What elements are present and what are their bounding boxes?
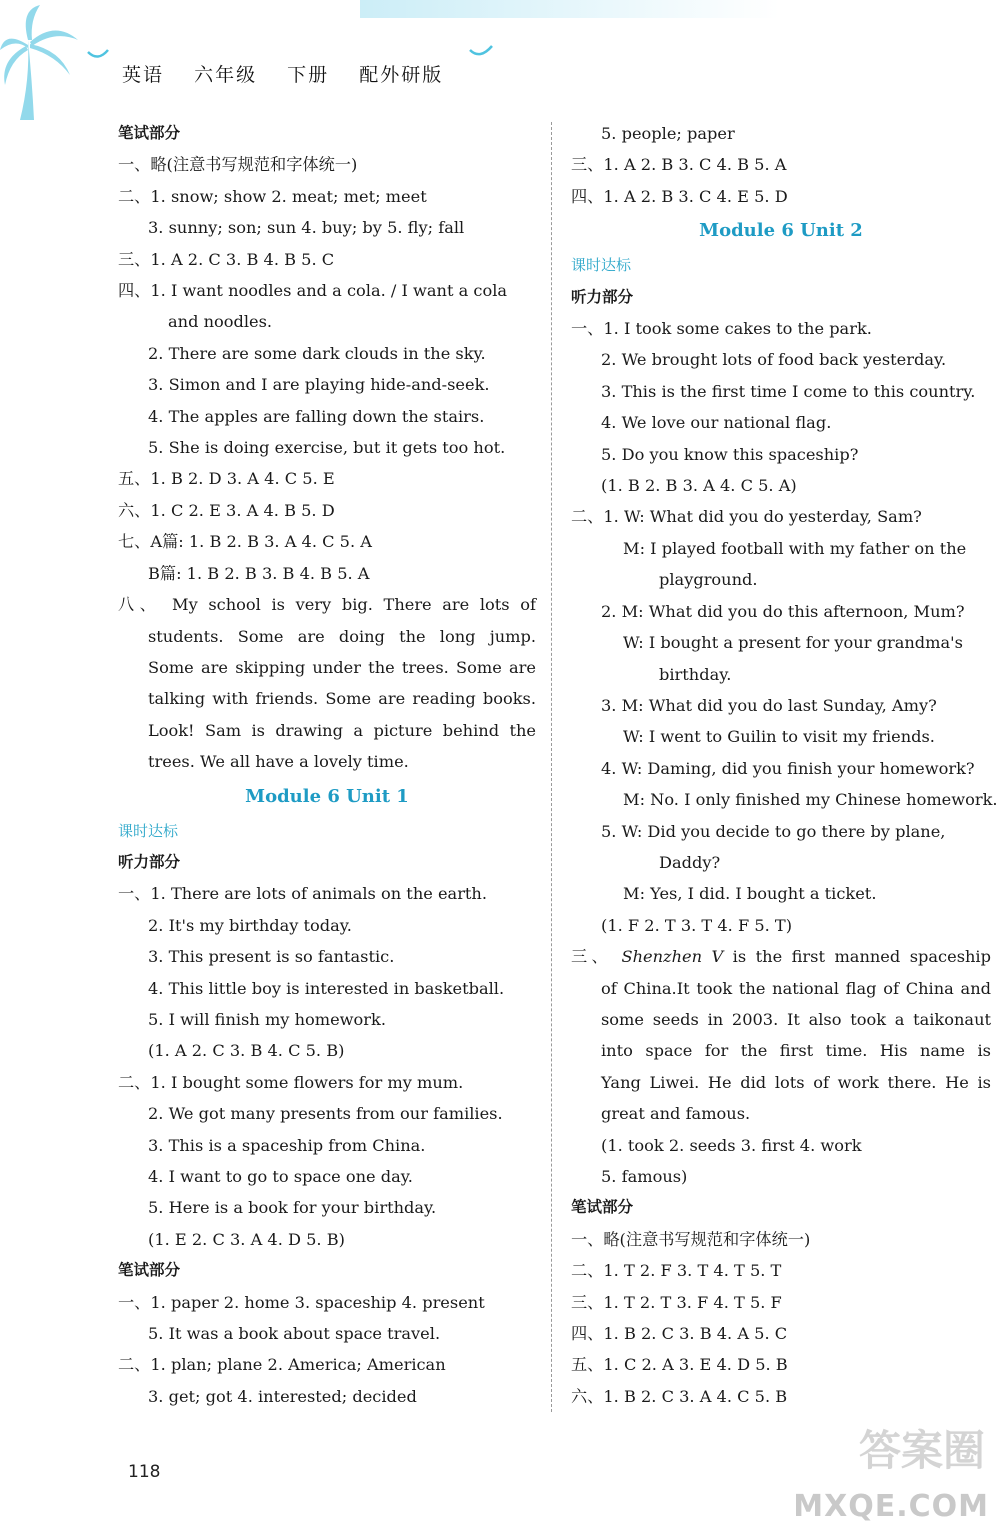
answer-line: 3. M: What did you do last Sunday, Amy? — [601, 695, 937, 715]
answer-line: (1. took 2. seeds 3. first 4. work — [601, 1135, 862, 1155]
answer-line: 2. We brought lots of food back yesterday. — [601, 350, 947, 370]
section-heading: 笔试部分 — [118, 124, 181, 142]
right-column — [571, 118, 998, 1412]
answer-line: (1. A 2. C 3. B 4. C 5. B) — [148, 1041, 345, 1061]
answer-line: students. Some are doing the long jump. — [148, 626, 536, 646]
answer-line: 5. Here is a book for your birthday. — [148, 1198, 437, 1218]
answer-line: playground. — [659, 570, 758, 590]
answer-line: M: Yes, I did. I bought a ticket. — [623, 884, 877, 904]
header-edition: 配外研版 — [359, 64, 444, 86]
answer-line: 一、1. paper 2. home 3. spaceship 4. present — [118, 1292, 485, 1312]
unit-title: Module 6 Unit 2 — [699, 220, 863, 242]
section-heading: 笔试部分 — [571, 1198, 634, 1217]
answer-line: 3. sunny; son; sun 4. buy; by 5. fly; fall — [148, 218, 465, 238]
answer-line: 四、1. A 2. B 3. C 4. E 5. D — [571, 186, 788, 206]
answer-line: 四、1. I want noodles and a cola. / I want a cola — [118, 281, 508, 301]
answer-line: 5. It was a book about space travel. — [148, 1324, 441, 1344]
answer-line: 三、1. A 2. C 3. B 4. B 5. C — [118, 249, 335, 269]
answer-line: 一、1. I took some cakes to the park. — [571, 319, 872, 339]
answer-line: 八、 My school is very big. There are lots of — [118, 595, 536, 615]
answer-line: 六、1. C 2. E 3. A 4. B 5. D — [118, 500, 335, 520]
answer-line: 五、1. B 2. D 3. A 4. C 5. E — [118, 469, 335, 489]
answer-line: trees. We all have a lovely time. — [148, 752, 409, 772]
answer-line: 一、1. There are lots of animals on the earth. — [118, 884, 488, 904]
page-number: 118 — [128, 1462, 161, 1482]
answer-line: 5. She is doing exercise, but it gets too hot. — [148, 438, 506, 458]
answer-line: some seeds in 2003. It also took a taikonaut — [601, 1009, 991, 1029]
section-heading: 笔试部分 — [118, 1261, 181, 1280]
column-divider — [551, 122, 552, 1412]
answer-line: 三、1. T 2. T 3. F 4. T 5. F — [571, 1292, 782, 1312]
answer-line: M: I played football with my father on the — [623, 538, 967, 558]
answer-line: 4. I want to go to space one day. — [148, 1167, 413, 1186]
answer-line: great and famous. — [601, 1104, 751, 1124]
answer-line: 5. Do you know this spaceship? — [601, 444, 859, 464]
answer-line: 二、1. plan; plane 2. America; American — [118, 1355, 446, 1375]
answer-line: 二、1. snow; show 2. meat; met; meet — [118, 186, 427, 206]
subsection-heading: 课时达标 — [118, 821, 179, 840]
palm-tree-icon — [0, 5, 78, 120]
answer-line: 2. We got many presents from our families. — [148, 1104, 503, 1124]
page-header — [122, 60, 465, 87]
answer-line: Yang Liwei. He did lots of work there. He is — [601, 1072, 991, 1092]
header-subject: 英语 — [122, 64, 165, 86]
answer-line: 一、略(注意书写规范和字体统一) — [118, 155, 358, 175]
answer-line: 一、略(注意书写规范和字体统一) — [571, 1229, 811, 1249]
answer-line: 4. We love our national flag. — [601, 413, 832, 433]
answer-line: of China.It took the national flag of China and — [601, 978, 991, 998]
answer-line: 2. There are some dark clouds in the sky. — [148, 343, 486, 363]
answer-line: 5. W: Did you decide to go there by plane, — [601, 821, 946, 841]
answer-line: M: No. I only finished my Chinese homework. — [623, 790, 998, 810]
answer-line: 二、1. W: What did you do yesterday, Sam? — [571, 507, 922, 527]
answer-line: 二、1. I bought some flowers for my mum. — [118, 1072, 464, 1092]
spaceship-name: Shenzhen V — [621, 947, 724, 967]
answer-line: 三、 Shenzhen V is the first manned spaceship — [571, 947, 991, 967]
answer-line: Some are skipping under the trees. Some are — [148, 657, 536, 677]
watermark-logo: 答案圈 — [858, 1426, 985, 1475]
answer-line: 4. W: Daming, did you finish your homework? — [601, 758, 975, 778]
answer-line: Daddy? — [659, 852, 721, 872]
answer-line: 5. famous) — [601, 1167, 688, 1186]
answer-line: 3. This present is so fantastic. — [148, 947, 395, 967]
answer-line: 5. people; paper — [601, 124, 735, 143]
answer-line: 四、1. B 2. C 3. B 4. A 5. C — [571, 1324, 788, 1344]
subsection-heading: 课时达标 — [571, 256, 632, 275]
answer-line: 2. It's my birthday today. — [148, 915, 352, 935]
answer-line: Look! Sam is drawing a picture behind the — [148, 720, 536, 740]
answer-line: into space for the first time. His name is — [601, 1041, 991, 1061]
unit-title: Module 6 Unit 1 — [245, 785, 409, 807]
answer-line: 5. I will finish my homework. — [148, 1009, 386, 1029]
answer-line: 2. M: What did you do this afternoon, Mum? — [601, 601, 965, 621]
answer-line: 五、1. C 2. A 3. E 4. D 5. B — [571, 1355, 788, 1375]
answer-line: 3. This is the first time I come to this country. — [601, 381, 976, 401]
answer-line: 4. This little boy is interested in basketball. — [148, 978, 505, 998]
answer-line: W: I went to Guilin to visit my friends. — [623, 727, 935, 747]
answer-line: 六、1. B 2. C 3. A 4. C 5. B — [571, 1386, 788, 1406]
watermark-site: MXQE.COM — [793, 1489, 989, 1524]
answer-line: and noodles. — [168, 312, 273, 332]
answer-line: B篇: 1. B 2. B 3. B 4. B 5. A — [148, 563, 370, 583]
answer-line: 3. This is a spaceship from China. — [148, 1135, 426, 1155]
bird-icon — [88, 46, 492, 57]
answer-line: W: I bought a present for your grandma's — [623, 633, 963, 653]
answer-line: birthday. — [659, 664, 732, 684]
answer-line: (1. F 2. T 3. T 4. F 5. T) — [601, 915, 793, 935]
answer-line: 三、1. A 2. B 3. C 4. B 5. A — [571, 155, 787, 175]
answer-line: 4. The apples are falling down the stairs. — [148, 406, 485, 426]
answer-line: talking with friends. Some are reading books. — [148, 689, 536, 709]
answer-line: 3. Simon and I are playing hide-and-seek. — [148, 375, 490, 395]
answer-line: 3. get; got 4. interested; decided — [148, 1386, 417, 1406]
answer-line: (1. E 2. C 3. A 4. D 5. B) — [148, 1229, 345, 1249]
answer-line: 二、1. T 2. F 3. T 4. T 5. T — [571, 1261, 782, 1281]
header-volume: 下册 — [287, 64, 330, 86]
section-heading: 听力部分 — [118, 852, 181, 871]
answer-line: (1. B 2. B 3. A 4. C 5. A) — [601, 476, 797, 496]
answer-line: 七、A篇: 1. B 2. B 3. A 4. C 5. A — [118, 532, 372, 552]
header-grade: 六年级 — [194, 64, 258, 86]
section-heading: 听力部分 — [571, 287, 634, 306]
left-column — [118, 118, 536, 1412]
